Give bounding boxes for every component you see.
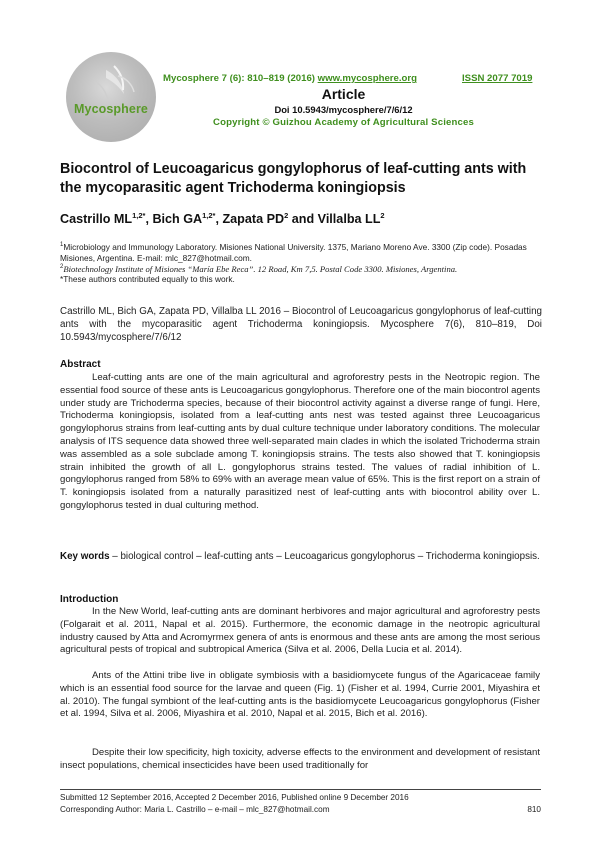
introduction-paragraph-3: Despite their low specificity, high toxicity, adverse effects to the environment and development of resistant insect populations, chemical insecticides have been used traditionally for [60, 747, 540, 771]
journal-url-link[interactable]: www.mycosphere.org [317, 73, 417, 84]
logo-label: Mycosphere [74, 102, 148, 116]
author-name: Zapata PD [222, 212, 285, 227]
doi-line: Doi 10.5943/mycosphere/7/6/12 [274, 104, 413, 115]
page-number: 810 [527, 805, 541, 814]
keywords-text: – biological control – leaf-cutting ants – Leucoagaricus gongylophorus – Trichoderma koningiopsis. [109, 551, 540, 562]
introduction-paragraph-2: Ants of the Attini tribe live in obligate symbiosis with a basidiomycete fungus of the Agaricaceae family which is an essential food source for the larvae and queen (Fig. 1) (Fisher et al. 1994, Currie 2001, Miyashira et al. 2010). The fungal symbiont of the leaf-cutting ants is the basidiomycete Leucoagaricus gongylophorus (Fisher et al. 1994, Silva et al. 2006, Miyashira et al. 2010, Napal et al. 2015, Bich et al. 2016). [60, 670, 540, 720]
keywords-label: Key words [60, 551, 110, 562]
footer-divider [60, 789, 541, 790]
keywords [60, 550, 542, 563]
equal-contribution-note: *These authors contributed equally to this work. [60, 274, 235, 284]
submission-dates: Submitted 12 September 2016, Accepted 2 December 2016, Published online 9 December 2016 [60, 793, 409, 802]
author-list: Castrillo $ML^{1,2*}$, Bich $GA^{1,2*}$, Zapata $PD^2$ and Villalba $LL^2$ [60, 211, 385, 227]
abstract-heading: Abstract [60, 359, 101, 370]
citation-block: Castrillo ML, Bich GA, Zapata PD, Villalba LL 2016 – Biocontrol of Leucoagaricus gongylophorus of leaf-cutting ants with the mycoparasitic agent Trichoderma koningiopsis. Mycosphere 7(6), 810–819, Doi 10.5943/mycosphere/7/6/12 [60, 306, 542, 343]
author-affiliation-mark: 1,2* [202, 211, 216, 220]
abstract-text: Leaf-cutting ants are one of the main agricultural and agroforestry pests in the Neotropic region. The essential food source of these ants is Leucoagaricus gongylophorus. Therefore one of the main biocontrol agents under study are Trichoderma species, because of their biocontrol activity against a diverse range of fungi. Here, Trichoderma koningiopsis, isolated from a leaf-cutting ants nest was tested against three Leucoagaricus gongylophorus strains from leaf-cutting ants by dual culture technique under laboratory conditions. The molecular analysis of ITS sequence data showed three well-separated main clades in which the isolated Trichoderma strain was assembled as a sole subclade among T. koningiopsis strains. The tests also showed that T. koningiopsis strain inhibited the growth of all L. gongylophorus strains tested. The values of radial inhibition of L. gongylophorus ranged from 58% to 69% with an average mean value of 65%. This is the first report on a strain of T. koningiopsis isolated from a naturally parasitized nest of leaf-cutting ants with biocontrol ability over L. gongylophorus tested in dual culturing method. [60, 372, 540, 511]
introduction-paragraph-1: In the New World, leaf-cutting ants are dominant herbivores and major agricultural and agroforestry pests (Folgarait et al. 2011, Napal et al. 2015). Furthermore, the economic damage in the neotropic agricultural industry caused by Atta and Acromyrmex genera of ants is enormous and these ants are among the most serious agricultural pests of tropical and subtropical America (Silva et al. 2006, Della Lucia et al. 2014). [60, 606, 540, 656]
article-label: Article [321, 86, 366, 102]
author-name: Villalba LL [317, 212, 381, 227]
author-name: Castrillo ML [60, 212, 133, 227]
affiliation-1: $^1$Microbiology and Immunology Laboratory. Misiones National University. 1375, Mariano Moreno Ave. 3300 (Zip code). Posadas Misiones, Argentina. E-mail: mlc_827@hotmail.com. [60, 241, 527, 263]
author-affiliation-mark: 2 [380, 211, 385, 220]
introduction-heading: Introduction [60, 594, 119, 605]
author-affiliation-mark: 2 [284, 211, 289, 220]
author-name: Bich GA [152, 212, 203, 227]
author-affiliation-mark: 1,2* [132, 211, 146, 220]
journal-citation: Mycosphere 7 (6): 810–819 (2016) [163, 73, 315, 84]
copyright-line: Copyright © Guizhou Academy of Agricultural Sciences [213, 117, 474, 128]
corresponding-author: Corresponding Author: Maria L. Castrillo – e-mail – mlc_827@hotmail.com [60, 805, 330, 814]
paper-title: Biocontrol of Leucoagaricus gongylophorus of leaf-cutting ants with the mycoparasitic agent Trichoderma koningiopsis [60, 161, 527, 196]
issn: ISSN 2077 7019 [462, 73, 533, 84]
affiliation-2: $^2$Biotechnology Institute of Misiones “María Ebe Reca”. 12 Road, Km 7,5. Postal Code 3300. Misiones, Argentina. [60, 263, 458, 274]
journal-line [163, 73, 417, 84]
